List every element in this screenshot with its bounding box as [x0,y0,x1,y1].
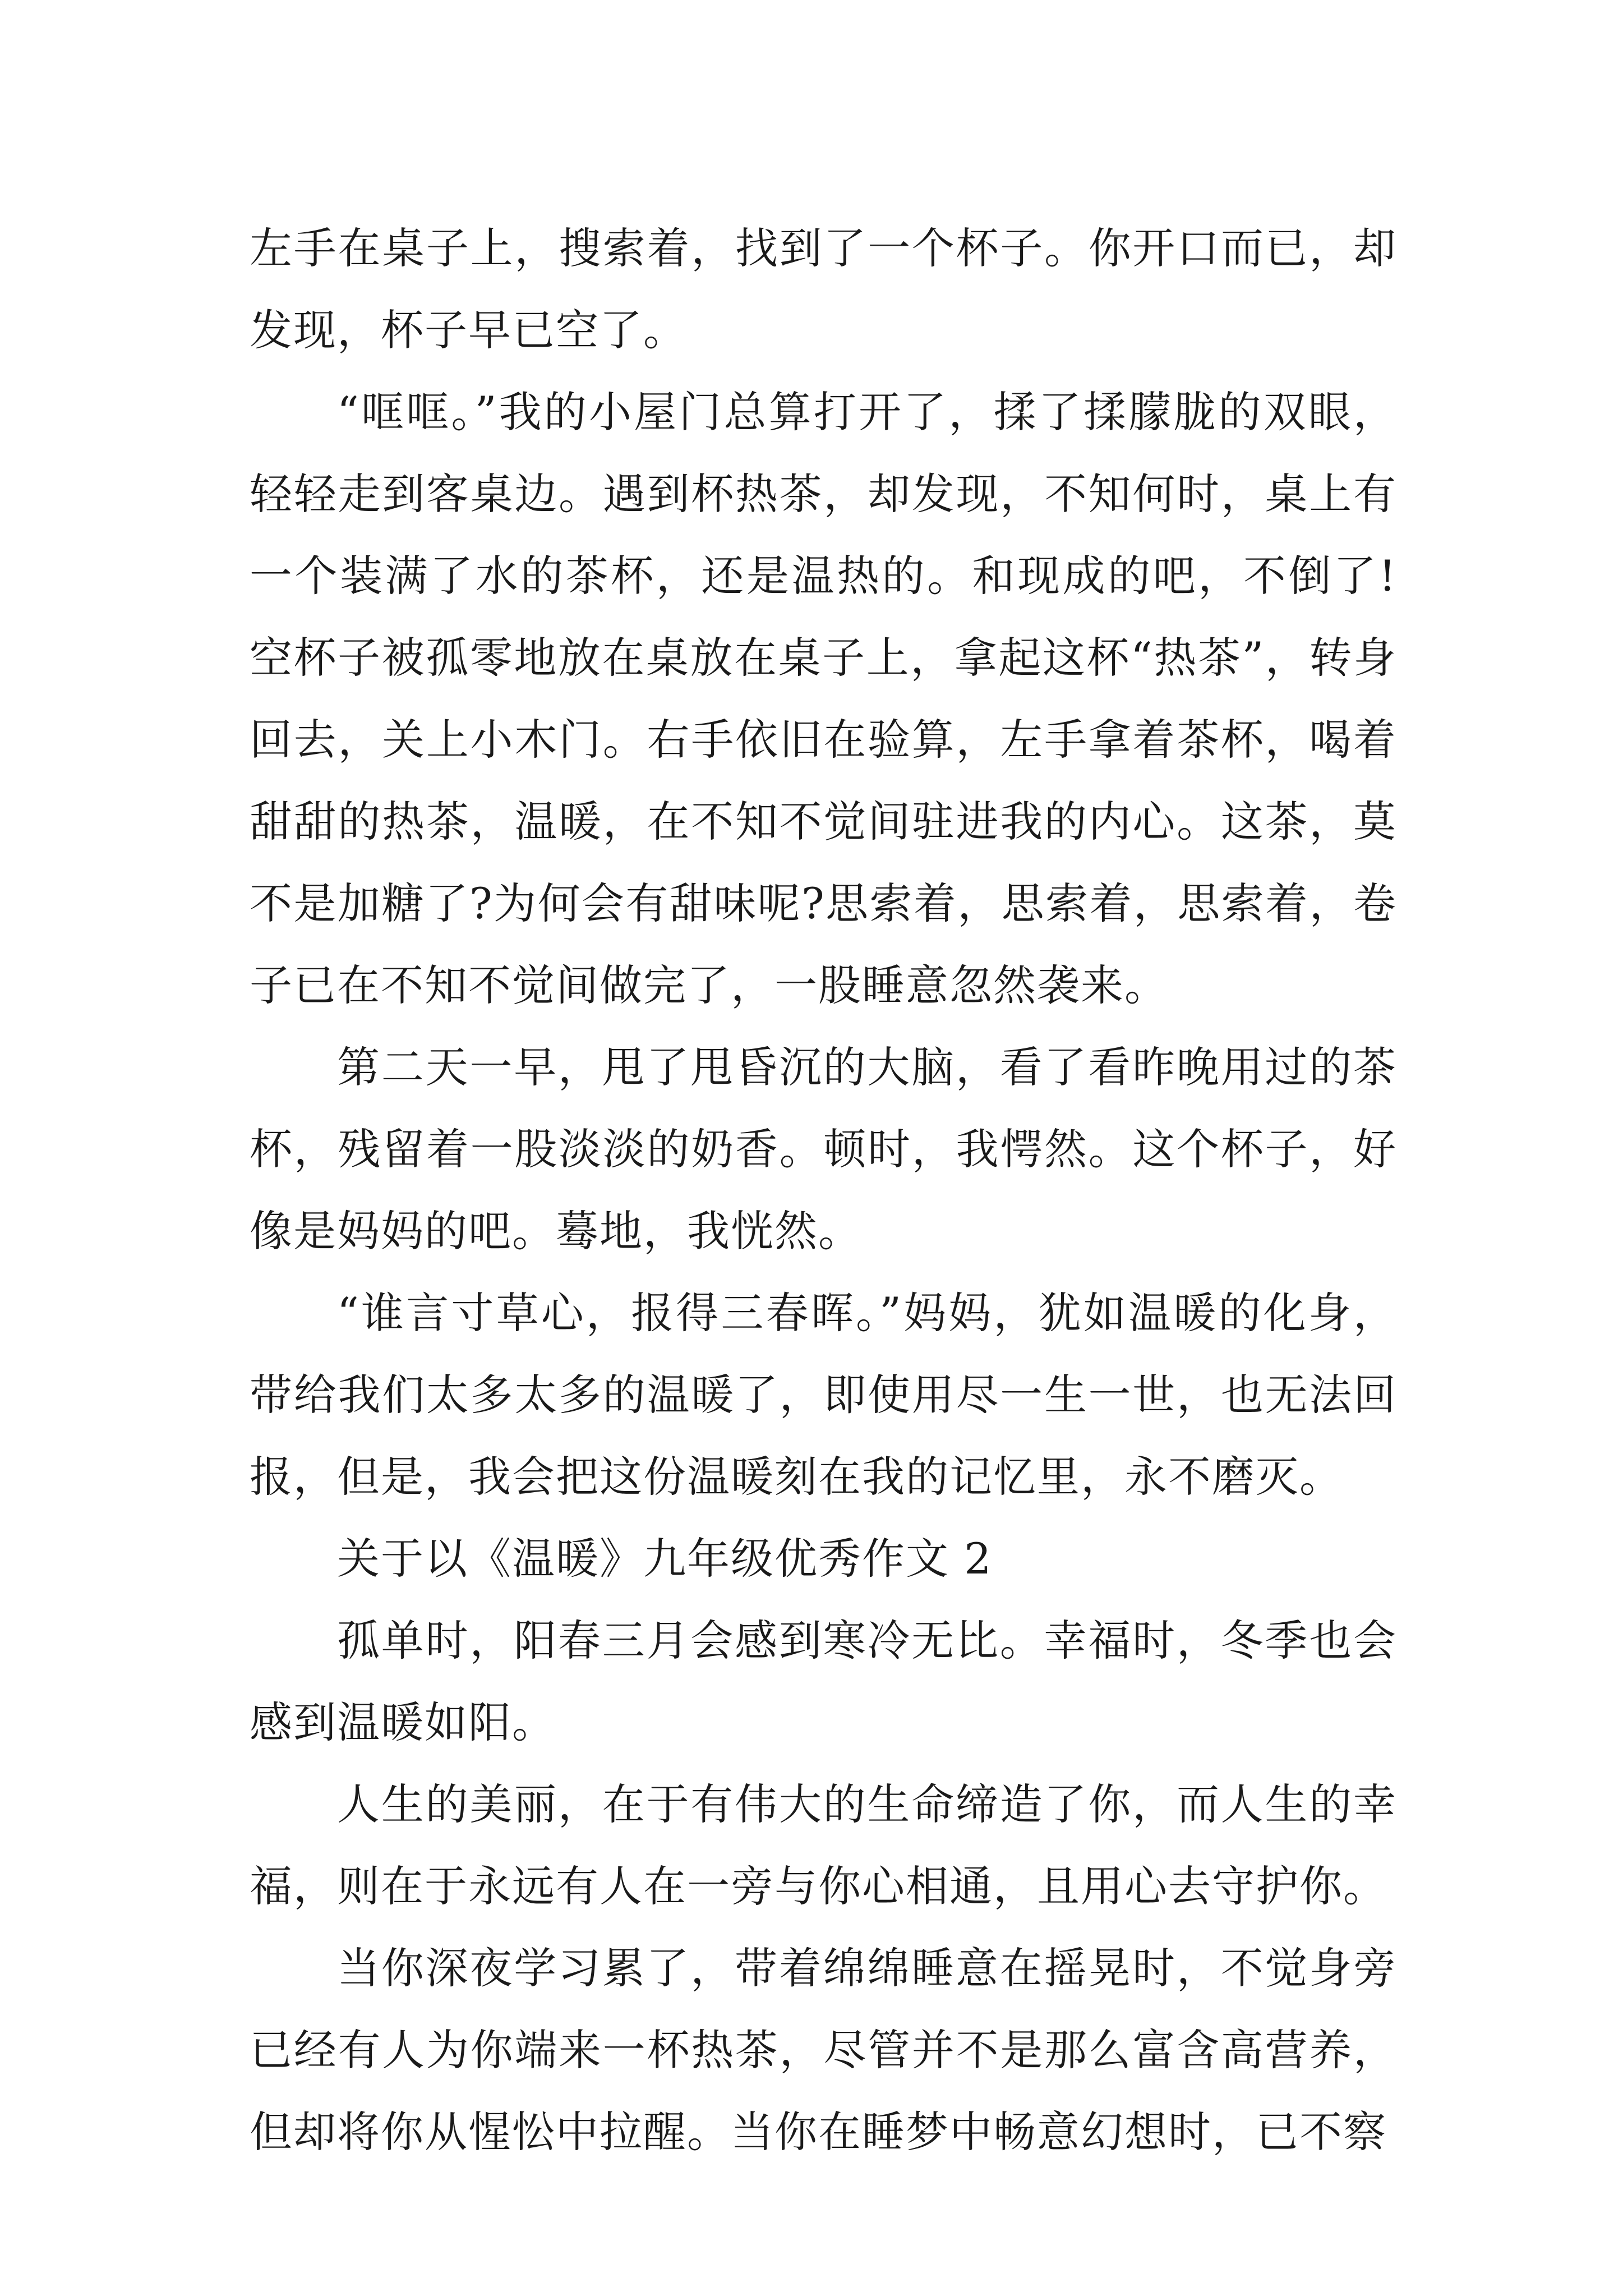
document-body [250,208,1397,2173]
paragraph-6: 人生的美丽，在于有伟大的生命缔造了你，而人生的幸福，则在于永远有人在一旁与你心相通，且用心去守护你。 [250,1779,1397,1911]
paragraph-3: 第二天一早，甩了甩昏沉的大脑，看了看昨晚用过的茶杯，残留着一股淡淡的奶香。顿时，我愕然。这个杯子，好像是妈妈的吧。蓦地，我恍然。 [250,1042,1397,1256]
paragraph-5: 孤单时，阳春三月会感到寒冷无比。幸福时，冬季也会感到温暖如阳。 [250,1616,1397,1747]
paragraph-2: “哐哐。”我的小屋门总算打开了，揉了揉朦胧的双眼，轻轻走到客桌边。遇到杯热茶，却发现，不知何时，桌上有一个装满了水的茶杯，还是温热的。和现成的吧，不倒了!空杯子被孤零地放在桌放在桌子上，拿起这杯“热茶”，转身回去，关上小木门。右手依旧在验算，左手拿着茶杯，喝着甜甜的热茶，温暖，在不知不觉间驻进我的内心。这茶，莫不是加糖了?为何会有甜味呢?思索着，思索着，思索着，卷子已在不知不觉间做完了，一股睡意忽然袭来。 [250,387,1397,1010]
essay-title-2: 关于以《温暖》九年级优秀作文 2 [337,1534,993,1584]
paragraph-7: 当你深夜学习累了，带着绵绵睡意在摇晃时，不觉身旁已经有人为你端来一杯热茶，尽管并不是那么富含高营养，但却将你从惺忪中拉醒。当你在睡梦中畅意幻想时，已不察 [250,1943,1397,2157]
paragraph-1: 左手在桌子上，搜索着，找到了一个杯子。你开口而已，却发现，杯子早已空了。 [250,223,1397,355]
paragraph-4: “谁言寸草心，报得三春晖。”妈妈，犹如温暖的化身，带给我们太多太多的温暖了，即使用尽一生一世，也无法回报，但是，我会把这份温暖刻在我的记忆里，永不磨灭。 [250,1288,1397,1502]
